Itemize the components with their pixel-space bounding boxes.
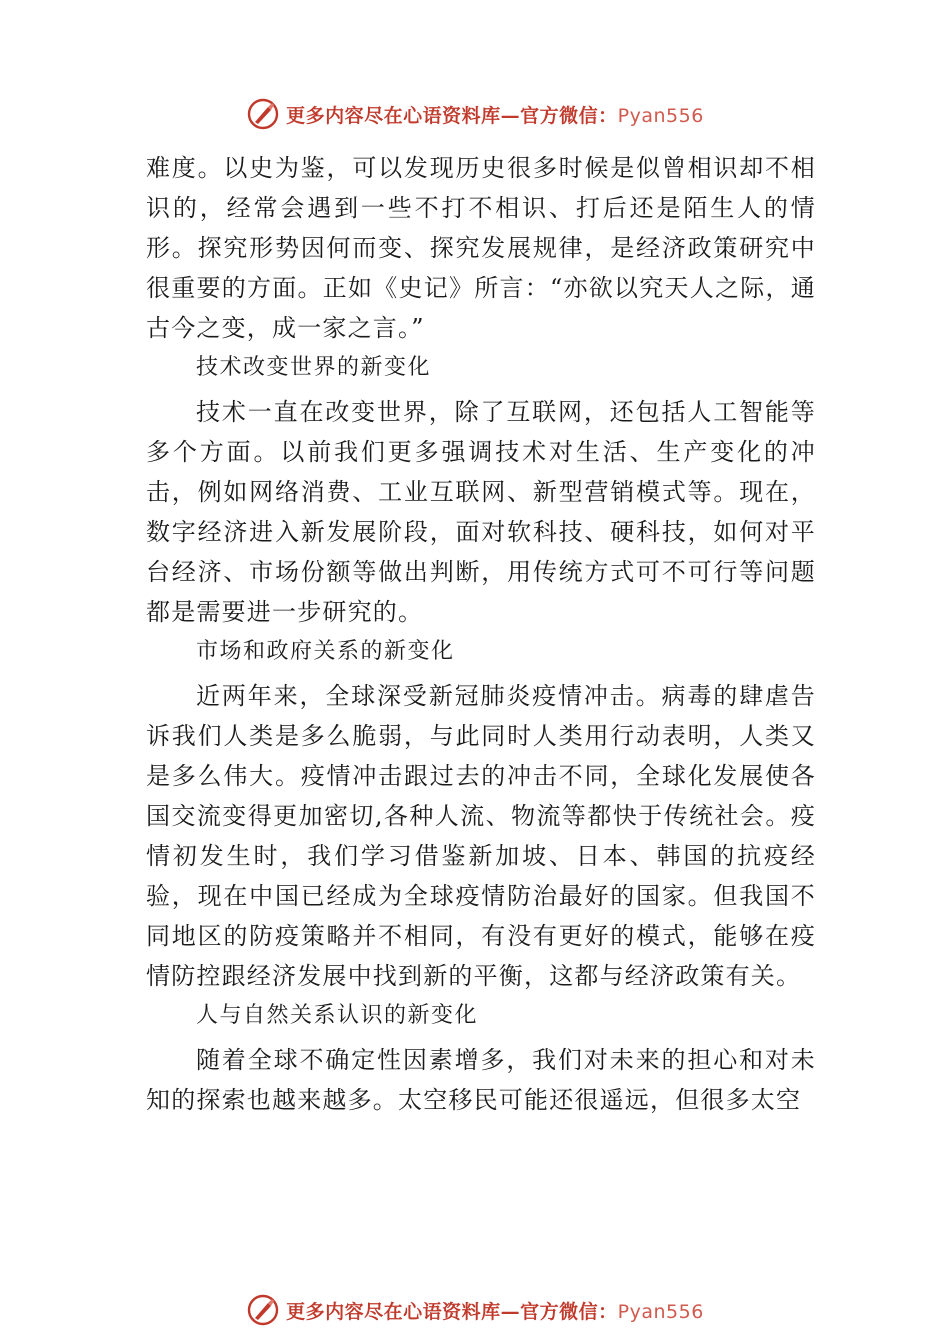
section-heading-human-nature: 人与自然关系认识的新变化 [196,1003,479,1028]
section-heading-market-government: 市场和政府关系的新变化 [196,639,455,664]
paragraph-market-government: 近两年来，全球深受新冠肺炎疫情冲击。病毒的肆虐告诉我们人类是多么脆弱，与此同时人类用行动表明，人类又是多么伟大。疫情冲击跟过去的冲击不同，全球化发展使各国交流变得更加密切,各种人流、物流等都快于传统社会。疫情初发生时，我们学习借鉴新加坡、日本、韩国的抗疫经验，现在中国已经成为全球疫情防治最好的国家。但我国不同地区的防疫策略并不相同，有没有更好的模式，能够在疫情防控跟经济发展中找到新的平衡，这都与经济政策有关。 [146,682,816,990]
pen-logo-icon [246,1293,280,1327]
footer-watermark [0,1290,950,1330]
header-watermark [0,94,950,134]
paragraph-intro: 难度。以史为鉴，可以发现历史很多时候是似曾相识却不相识的，经常会遇到一些不打不相识、打后还是陌生人的情形。探究形势因何而变、探究发展规律，是经济政策研究中很重要的方面。正如《史记》所言：“亦欲以究天人之际，通古今之变，成一家之言。” [146,154,816,342]
watermark-text: 更多内容尽在心语资料库—官方微信：Pyan556 [286,1300,704,1323]
pen-logo-icon [246,97,280,131]
watermark-text: 更多内容尽在心语资料库—官方微信：Pyan556 [286,104,704,127]
paragraph-human-nature: 随着全球不确定性因素增多，我们对未来的担心和对未知的探索也越来越多。太空移民可能还很遥远，但很多太空 [146,1046,816,1114]
document-body [146,148,816,1120]
section-heading-technology: 技术改变世界的新变化 [196,355,432,380]
paragraph-technology: 技术一直在改变世界，除了互联网，还包括人工智能等多个方面。以前我们更多强调技术对生活、生产变化的冲击，例如网络消费、工业互联网、新型营销模式等。现在，数字经济进入新发展阶段，面对软科技、硬科技，如何对平台经济、市场份额等做出判断，用传统方式可不可行等问题都是需要进一步研究的。 [146,398,816,626]
